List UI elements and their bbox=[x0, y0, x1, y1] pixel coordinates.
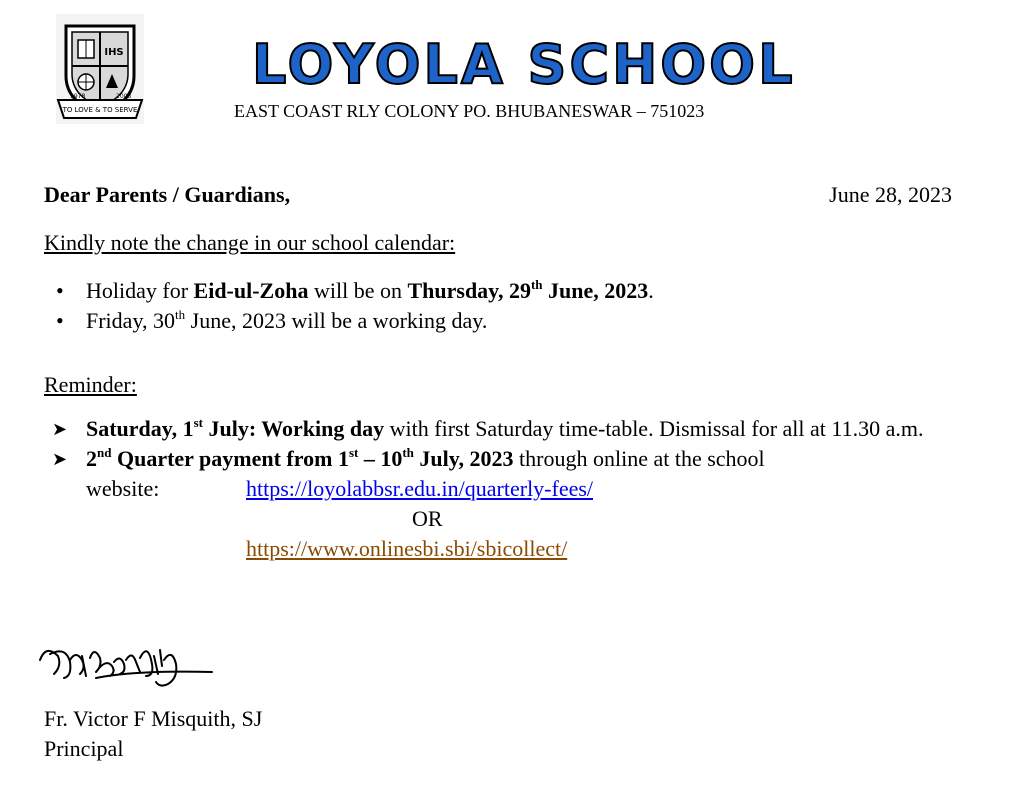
list-item: • Friday, 30th June, 2023 will be a working day. bbox=[0, 306, 654, 336]
signer-name: Fr. Victor F Misquith, SJ bbox=[44, 706, 263, 731]
principal-signature bbox=[36, 636, 216, 696]
signer-title: Principal bbox=[44, 736, 124, 761]
holiday-name: Eid-ul-Zoha bbox=[193, 278, 309, 303]
school-address: EAST COAST RLY COLONY PO. BHUBANESWAR – 751023 bbox=[234, 101, 705, 121]
list-item: • Holiday for Eid-ul-Zoha will be on Thursday, 29th June, 2023. bbox=[0, 276, 654, 306]
quarter-payment-notice: 2nd Quarter payment from 1st – 10th July, 2023 bbox=[86, 445, 514, 471]
list-item: ➤ Saturday, 1st July: Working day with first Saturday time-table. Dismissal for all at 11.30 a.m. bbox=[0, 414, 970, 444]
letter-date: June 28, 2023 bbox=[829, 182, 952, 207]
bullet-dot-icon: • bbox=[56, 278, 64, 303]
school-crest-icon bbox=[56, 14, 144, 124]
or-separator: OR bbox=[412, 506, 443, 531]
logo-year-right: 2003 bbox=[116, 93, 132, 100]
svg-text:IHS: IHS bbox=[104, 47, 124, 58]
calendar-change-heading: Kindly note the change in our school calendar: bbox=[44, 230, 456, 255]
signature-icon bbox=[36, 636, 216, 696]
reminder-heading: Reminder: bbox=[44, 372, 137, 397]
reminder-list bbox=[0, 414, 970, 564]
school-fees-link[interactable]: https://loyolabbsr.edu.in/quarterly-fees/ bbox=[246, 476, 594, 501]
salutation: Dear Parents / Guardians, bbox=[44, 182, 291, 207]
logo-year-left: 1978 bbox=[70, 93, 86, 100]
sbi-collect-link[interactable]: https://www.onlinesbi.sbi/sbicollect/ bbox=[246, 536, 568, 561]
working-day-notice: Saturday, 1st July: Working day bbox=[86, 415, 385, 441]
calendar-change-list bbox=[0, 276, 654, 336]
logo-motto: TO LOVE & TO SERVE bbox=[62, 106, 138, 114]
list-item: ➤ 2nd Quarter payment from 1st – 10th July, 2023 through online at the school website: https://loyolabbsr.edu.in/quarterly-fees/ OR https://www.onlinesbi.sbi/sbicollect/ bbox=[0, 444, 970, 564]
bullet-dot-icon: • bbox=[56, 308, 64, 333]
holiday-date: Thursday, 29th June, 2023 bbox=[407, 277, 649, 303]
school-logo bbox=[56, 14, 144, 124]
school-name: LOYOLA SCHOOL bbox=[252, 33, 796, 96]
website-label: website: bbox=[86, 476, 160, 501]
arrow-bullet-icon: ➤ bbox=[52, 419, 68, 439]
arrow-bullet-icon: ➤ bbox=[52, 449, 68, 469]
